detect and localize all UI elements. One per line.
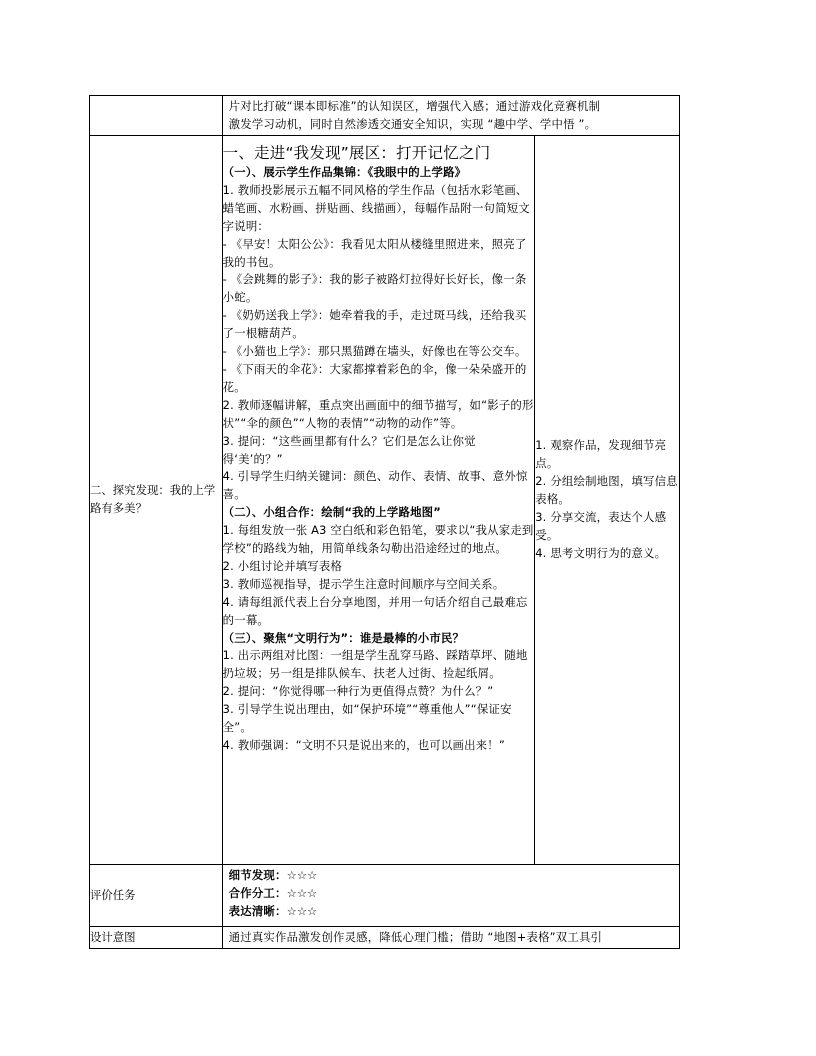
activity-line: - 《早安！太阳公公》：我看见太阳从楼缝里照进来，照亮了我的书包。 xyxy=(222,236,527,269)
design-text: 通过真实作品激发创作灵感，降低心理门槛；借助 “地图+表格”双工具引 xyxy=(228,929,603,944)
activity-row xyxy=(90,136,680,865)
stage-label-cell xyxy=(90,136,223,865)
lesson-plan-table xyxy=(89,95,680,949)
activity-line: 2. 小组讨论并填写表格 xyxy=(222,558,343,573)
design-label-cell xyxy=(90,927,223,949)
activity-line: 2. 提问：“你觉得哪一种行为更值得点赞？为什么？” xyxy=(222,684,494,699)
evaluation-item-name: 细节发现： xyxy=(228,868,287,882)
activity-line: 2. 教师逐幅讲解，重点突出画面中的细节描写，如“影子的形状”“伞的颜色”“人物的表情”“动物的动作”等。 xyxy=(222,397,534,430)
stage-label: 二、探究发现：我的上学路有多美？ xyxy=(90,483,216,515)
evaluation-label: 评价任务 xyxy=(90,887,136,902)
activity-line: 3. 引导学生说出理由，如“保护环境”“尊重他人”“保证安全”。 xyxy=(222,702,512,735)
activity-line: - 《会跳舞的影子》：我的影子被路灯拉得好长好长，像一条小蛇。 xyxy=(222,272,527,305)
subsection-title-1: （一）、展示学生作品集锦：《我眼中的上学路》 xyxy=(222,165,467,179)
activity-line: 1. 教师投影展示五幅不同风格的学生作品（包括水彩笔画、蜡笔画、水粉画、拼贴画、线描画），每幅作品附一句简短文字说明： xyxy=(222,182,530,233)
section-heading: 一、走进“我发现”展区：打开记忆之门 xyxy=(222,144,491,162)
evaluation-row xyxy=(90,865,680,927)
intent-line-1: 片对比打破“课本即标准”的认知误区，增强代入感；通过游戏化竞赛机制 xyxy=(228,98,601,113)
activity-line: 3. 提问：“这些画里都有什么？它们是怎么让你觉得‘美’的？” xyxy=(222,433,476,466)
activity-line: 1. 出示两组对比图：一组是学生乱穿马路、踩踏草坪、随地扔垃圾；另一组是排队候车、扶老人过街、捡起纸屑。 xyxy=(222,648,528,681)
star-rating: ☆☆☆ xyxy=(286,885,318,900)
student-line: 2. 分组绘制地图，填写信息表格。 xyxy=(535,474,678,507)
evaluation-item-name: 合作分工： xyxy=(228,885,287,900)
activity-line: 4. 引导学生归纳关键词：颜色、动作、表情、故事、意外惊喜。 xyxy=(222,469,528,502)
activity-line: 4. 请每组派代表上台分享地图，并用一句话介绍自己最难忘的一幕。 xyxy=(222,594,528,627)
evaluation-item xyxy=(229,903,675,921)
star-rating: ☆☆☆ xyxy=(286,903,318,918)
activity-line: 4. 教师强调：“文明不只是说出来的，也可以画出来！” xyxy=(222,738,505,752)
evaluation-item-name: 表达清晰： xyxy=(228,903,287,918)
activity-line: 3. 教师巡视指导，提示学生注意时间顺序与空间关系。 xyxy=(222,576,505,591)
star-rating: ☆☆☆ xyxy=(286,868,318,882)
intent-continuation-cell xyxy=(222,96,679,136)
design-intent-row xyxy=(90,927,680,949)
student-line: 4. 思考文明行为的意义。 xyxy=(535,545,667,560)
empty-label-cell xyxy=(90,96,223,136)
activity-line: - 《奶奶送我上学》：她牵着我的手，走过斑马线，还给我买了一根糖葫芦。 xyxy=(222,308,527,341)
evaluation-item xyxy=(229,885,675,903)
student-line: 1. 观察作品，发现细节亮点。 xyxy=(535,438,667,471)
activity-line: 1. 每组发放一张 A3 空白纸和彩色铅笔，要求以“我从家走到学校”的路线为轴，用简单线条勾勒出沿途经过的地点。 xyxy=(222,523,534,556)
student-activity-cell xyxy=(535,136,680,865)
intent-continuation-row xyxy=(90,96,680,136)
subsection-title-3: （三）、聚焦“文明行为”：谁是最棒的小市民？ xyxy=(222,630,465,645)
teacher-activity-cell xyxy=(222,136,535,865)
activity-line: - 《小猫也上学》：那只黑猫蹲在墙头，好像也在等公交车。 xyxy=(222,344,527,359)
evaluation-items-cell xyxy=(222,865,679,927)
activity-line: - 《下雨天的伞花》：大家都撑着彩色的伞，像一朵朵盛开的花。 xyxy=(222,361,527,394)
evaluation-item xyxy=(229,867,675,885)
student-line: 3. 分享交流，表达个人感受。 xyxy=(535,509,667,542)
evaluation-label-cell xyxy=(90,865,223,927)
design-text-cell xyxy=(222,927,679,949)
design-label: 设计意图 xyxy=(90,929,136,944)
intent-line-2: 激发学习动机，同时自然渗透交通安全知识，实现 “趣中学、学中悟 ”。 xyxy=(228,116,597,131)
subsection-title-2: （二）、小组合作：绘制“我的上学路地图” xyxy=(222,505,441,520)
